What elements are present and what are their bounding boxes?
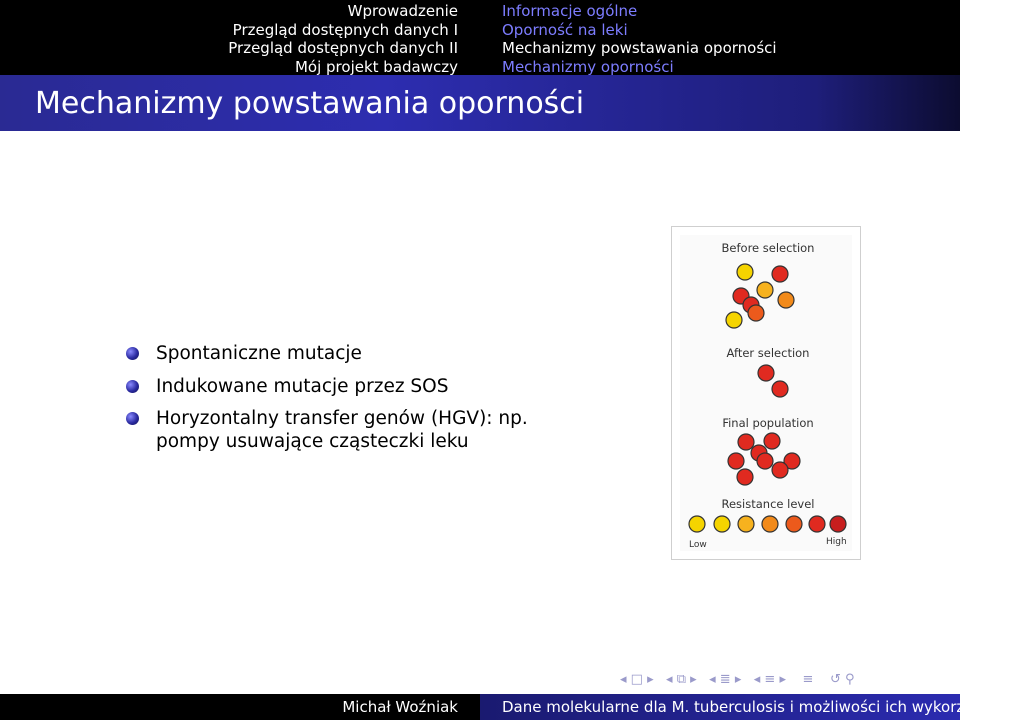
label-high: High xyxy=(826,537,847,547)
next-section-icon[interactable]: ▸ xyxy=(734,672,742,687)
frame-title: Mechanizmy powstawania oporności xyxy=(35,86,585,121)
bullet-item xyxy=(126,342,556,365)
section-icon[interactable]: ≣ xyxy=(719,672,731,687)
search-icon[interactable]: ⚲ xyxy=(845,672,855,687)
bullet-text: Horyzontalny transfer genów (HGV): np. pompy usuwające cząsteczki leku xyxy=(156,408,528,452)
bacterium-dot xyxy=(757,453,773,469)
frame-icon[interactable]: □ xyxy=(630,672,643,687)
label-resistance-level: Resistance level xyxy=(721,497,815,511)
footer-bar xyxy=(0,694,1019,720)
back-icon[interactable]: ↺ xyxy=(829,672,841,687)
nav-section-moj-projekt[interactable]: Mój projekt badawczy xyxy=(294,57,458,76)
slide-icon[interactable]: ≡ xyxy=(764,672,776,687)
bacterium-dot xyxy=(764,433,780,449)
bacterium-dot xyxy=(809,516,825,532)
bacterium-dot xyxy=(737,264,753,280)
subsection-nav xyxy=(502,2,960,76)
bullet-ball-icon xyxy=(126,380,139,393)
nav-section-przeglad-2[interactable]: Przegląd dostępnych danych II xyxy=(228,39,458,57)
bacterium-dot xyxy=(738,434,754,450)
footer-author: Michał Woźniak xyxy=(0,694,480,720)
next-slide-icon[interactable]: ▸ xyxy=(779,672,786,687)
bacterium-dot xyxy=(748,305,764,321)
subsection-icon[interactable]: ⧉ xyxy=(676,672,687,687)
bullet-item xyxy=(126,375,556,398)
bullet-text: Indukowane mutacje przez SOS xyxy=(156,375,449,397)
prev-frame-icon[interactable]: ◂ xyxy=(620,672,627,687)
bullet-list xyxy=(126,342,556,463)
section-nav xyxy=(0,2,480,76)
prev-section-icon[interactable]: ◂ xyxy=(709,672,716,687)
nav-subsection-informacje[interactable]: Informacje ogólne xyxy=(502,2,638,20)
prev-slide-icon[interactable]: ◂ xyxy=(753,672,761,687)
label-final-population: Final population xyxy=(722,416,814,430)
bacterium-dot xyxy=(757,282,773,298)
beamer-navigation-symbols xyxy=(620,670,955,690)
bullet-ball-icon xyxy=(126,347,139,360)
bacterium-dot xyxy=(772,381,788,397)
align-icon[interactable]: ≡ xyxy=(802,672,814,687)
next-frame-icon[interactable]: ▸ xyxy=(647,672,654,687)
bacterium-dot xyxy=(726,312,742,328)
bullet-text: Spontaniczne mutacje xyxy=(156,343,362,364)
nav-subsection-mechanizmy-powstawania[interactable]: Mechanizmy powstawania oporności xyxy=(502,39,777,57)
bacterium-dot xyxy=(830,516,846,532)
bacterium-dot xyxy=(772,266,788,282)
nav-section-wprowadzenie[interactable]: Wprowadzenie xyxy=(347,2,458,20)
label-before-selection: Before selection xyxy=(721,241,815,255)
prev-subsection-icon[interactable]: ◂ xyxy=(666,672,673,687)
nav-section-przeglad-1[interactable]: Przegląd dostępnych danych I xyxy=(232,20,458,39)
bullet-ball-icon xyxy=(126,412,139,425)
bullet-item xyxy=(126,407,556,453)
footer-title: Dane molekularne dla M. tuberculosis i możliwości ich wykorzystania xyxy=(480,694,960,720)
selection-figure xyxy=(671,226,861,560)
selection-diagram xyxy=(672,227,860,559)
bacterium-dot xyxy=(772,462,788,478)
next-subsection-icon[interactable]: ▸ xyxy=(690,672,697,687)
top-navigation-bar xyxy=(0,0,960,75)
bacterium-dot xyxy=(758,365,774,381)
bacterium-dot xyxy=(714,516,730,532)
bacterium-dot xyxy=(737,469,753,485)
label-after-selection: After selection xyxy=(726,346,810,360)
bacterium-dot xyxy=(738,516,754,532)
bacterium-dot xyxy=(762,516,778,532)
bacterium-dot xyxy=(689,516,705,532)
nav-subsection-mechanizmy-opornosci[interactable]: Mechanizmy oporności xyxy=(502,57,674,76)
bacterium-dot xyxy=(778,292,794,308)
nav-subsection-opornosc[interactable]: Oporność na leki xyxy=(502,20,628,39)
label-low: Low xyxy=(689,540,707,550)
bacterium-dot xyxy=(728,453,744,469)
bacterium-dot xyxy=(786,516,802,532)
